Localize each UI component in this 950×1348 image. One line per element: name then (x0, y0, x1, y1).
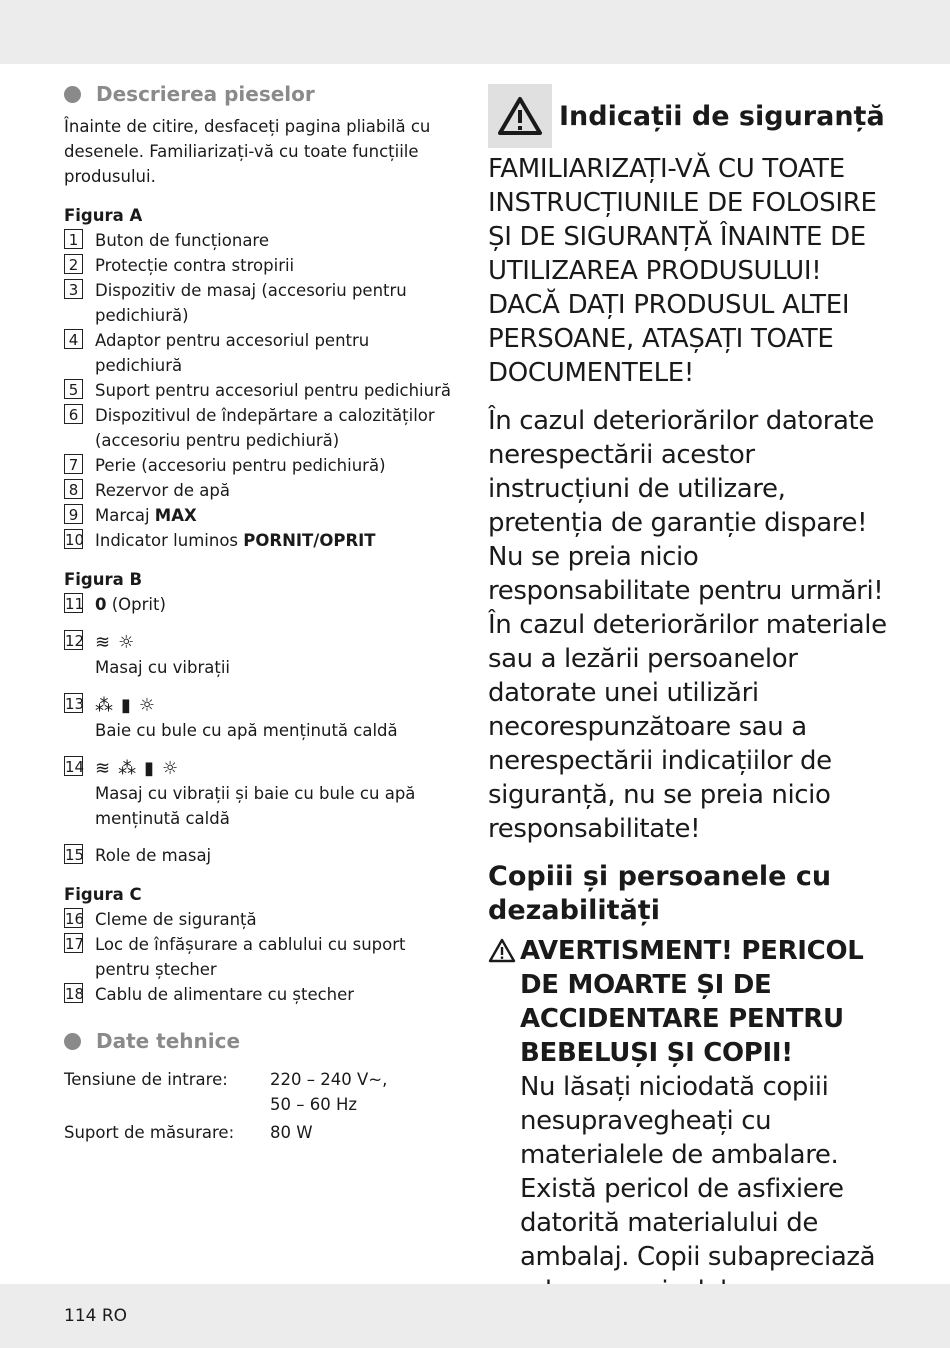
vibration-icon: ≋ (95, 757, 111, 779)
right-column (488, 84, 888, 1308)
list-item: 10 Indicator luminos PORNIT/OPRIT (65, 531, 376, 550)
light-bulb-icon: ☼ (118, 631, 135, 653)
tech-value: 80 W (270, 1123, 313, 1142)
list-item: 4 Adaptor pentru accesoriul pentru pedichiură (64, 328, 454, 378)
list-item: 17 Loc de înfășurare a cablului cu suport pentru ștecher (65, 935, 406, 979)
top-band (0, 0, 950, 64)
light-bulb-icon: ☼ (162, 757, 179, 779)
list-item: 2 Protecție contra stropirii (64, 253, 454, 278)
figure-b-title: Figura B (64, 570, 143, 589)
list-item: 7 Perie (accesoriu pentru pedichiură) (64, 453, 454, 478)
bullet-dot-icon (64, 86, 81, 103)
bullet-dot-icon (64, 1033, 81, 1050)
list-item: 15 Role de masaj (65, 846, 212, 865)
safety-paragraph: În cazul deteriorărilor datorate nerespectării acestor instrucțiuni de utilizare, pretenția de garanție dispare! Nu se preia nicio responsabilitate pentru urmări! În cazul deteriorărilor materiale sau a lezării persoanelor datorate unei utilizări necorespunzătoare sau a nerespectării indicațiilor de siguranță, nu se preia nicio responsabilitate! (488, 406, 887, 844)
figure-c-list (64, 907, 454, 1007)
warning-text: Nu lăsați niciodată copiii nesupravegheați cu materialele de ambalare. Există pericol de asfixiere datorită materialului de ambalaj. Copii subapreciază (520, 1072, 876, 1272)
list-item: 18 Cablu de alimentare cu ștecher (65, 985, 355, 1004)
list-item: 14 ≋ ⁂ ▮ ☼ Masaj cu vibrații și baie cu bule cu apă menținută caldă (65, 757, 416, 828)
parts-intro: Înainte de citire, desfaceți pagina pliabilă cu desenele. Familiarizați-vă cu toate funcțiile produsului. (64, 117, 431, 186)
tech-key: Suport de măsurare: (64, 1123, 235, 1142)
list-item: 6 Dispozitivul de îndepărtare a calozităților (accesoriu pentru pedichiură) (64, 403, 454, 453)
bubbles-icon: ⁂ (118, 757, 137, 779)
children-subheading: Copiii și persoanele cu dezabilități (488, 861, 832, 926)
bubbles-icon: ⁂ (95, 694, 113, 716)
list-item: 16 Cleme de siguranță (65, 910, 257, 929)
page-number: 114 RO (64, 1306, 128, 1326)
list-item: 3 Dispozitiv de masaj (accesoriu pentru pedichiură) (64, 278, 454, 328)
left-column (64, 80, 454, 1145)
safety-caps-notice: FAMILIARIZAȚI-VĂ CU TOATE INSTRUCȚIUNILE DE FOLOSIRE ȘI DE SIGURANȚĂ ÎNAINTE DE UTILIZAREA PRODUSULUI! DACĂ DAȚI PRODUSUL ALTEI PERSOANE, ATAȘAȚI TOATE DOCUMENTELE! (488, 154, 877, 388)
parts-heading: Descrierea pieselor (64, 80, 454, 108)
tech-value: 220 – 240 V~, 50 – 60 Hz (270, 1070, 388, 1114)
thermometer-icon: ▮ (121, 694, 131, 716)
tech-key: Tensiune de intrare: (64, 1070, 228, 1089)
figure-a-list (64, 228, 454, 553)
list-item: 8 Rezervor de apă (64, 478, 454, 503)
figure-a-title: Figura A (64, 206, 143, 225)
thermometer-icon: ▮ (144, 757, 154, 779)
warning-triangle-icon (488, 84, 552, 148)
warning-triangle-icon (488, 934, 520, 1308)
figure-c-title: Figura C (64, 885, 142, 904)
warning-block (488, 934, 888, 1308)
light-bulb-icon: ☼ (138, 694, 156, 716)
list-item: 5 Suport pentru accesoriul pentru pedichiură (64, 378, 454, 403)
vibration-icon: ≋ (95, 631, 111, 653)
list-item: 1 Buton de funcționare (64, 228, 454, 253)
list-item: 13 ⁂ ▮ ☼ Baie cu bule cu apă menținută caldă (65, 694, 398, 740)
list-item: 9 Marcaj MAX (64, 503, 454, 528)
warning-title: AVERTISMENT! PERICOL DE MOARTE ȘI DE ACCIDENTARE PENTRU BEBELUȘI ȘI COPII! (520, 936, 864, 1068)
tech-heading: Date tehnice (64, 1027, 454, 1055)
bottom-band (0, 1284, 950, 1348)
figure-b-list (64, 592, 454, 868)
list-item: 11 0 (Oprit) (65, 595, 166, 614)
list-item: 12 ≋ ☼ Masaj cu vibrații (65, 631, 231, 677)
safety-heading: Indicații de siguranță (488, 84, 888, 148)
tech-table (64, 1067, 454, 1145)
